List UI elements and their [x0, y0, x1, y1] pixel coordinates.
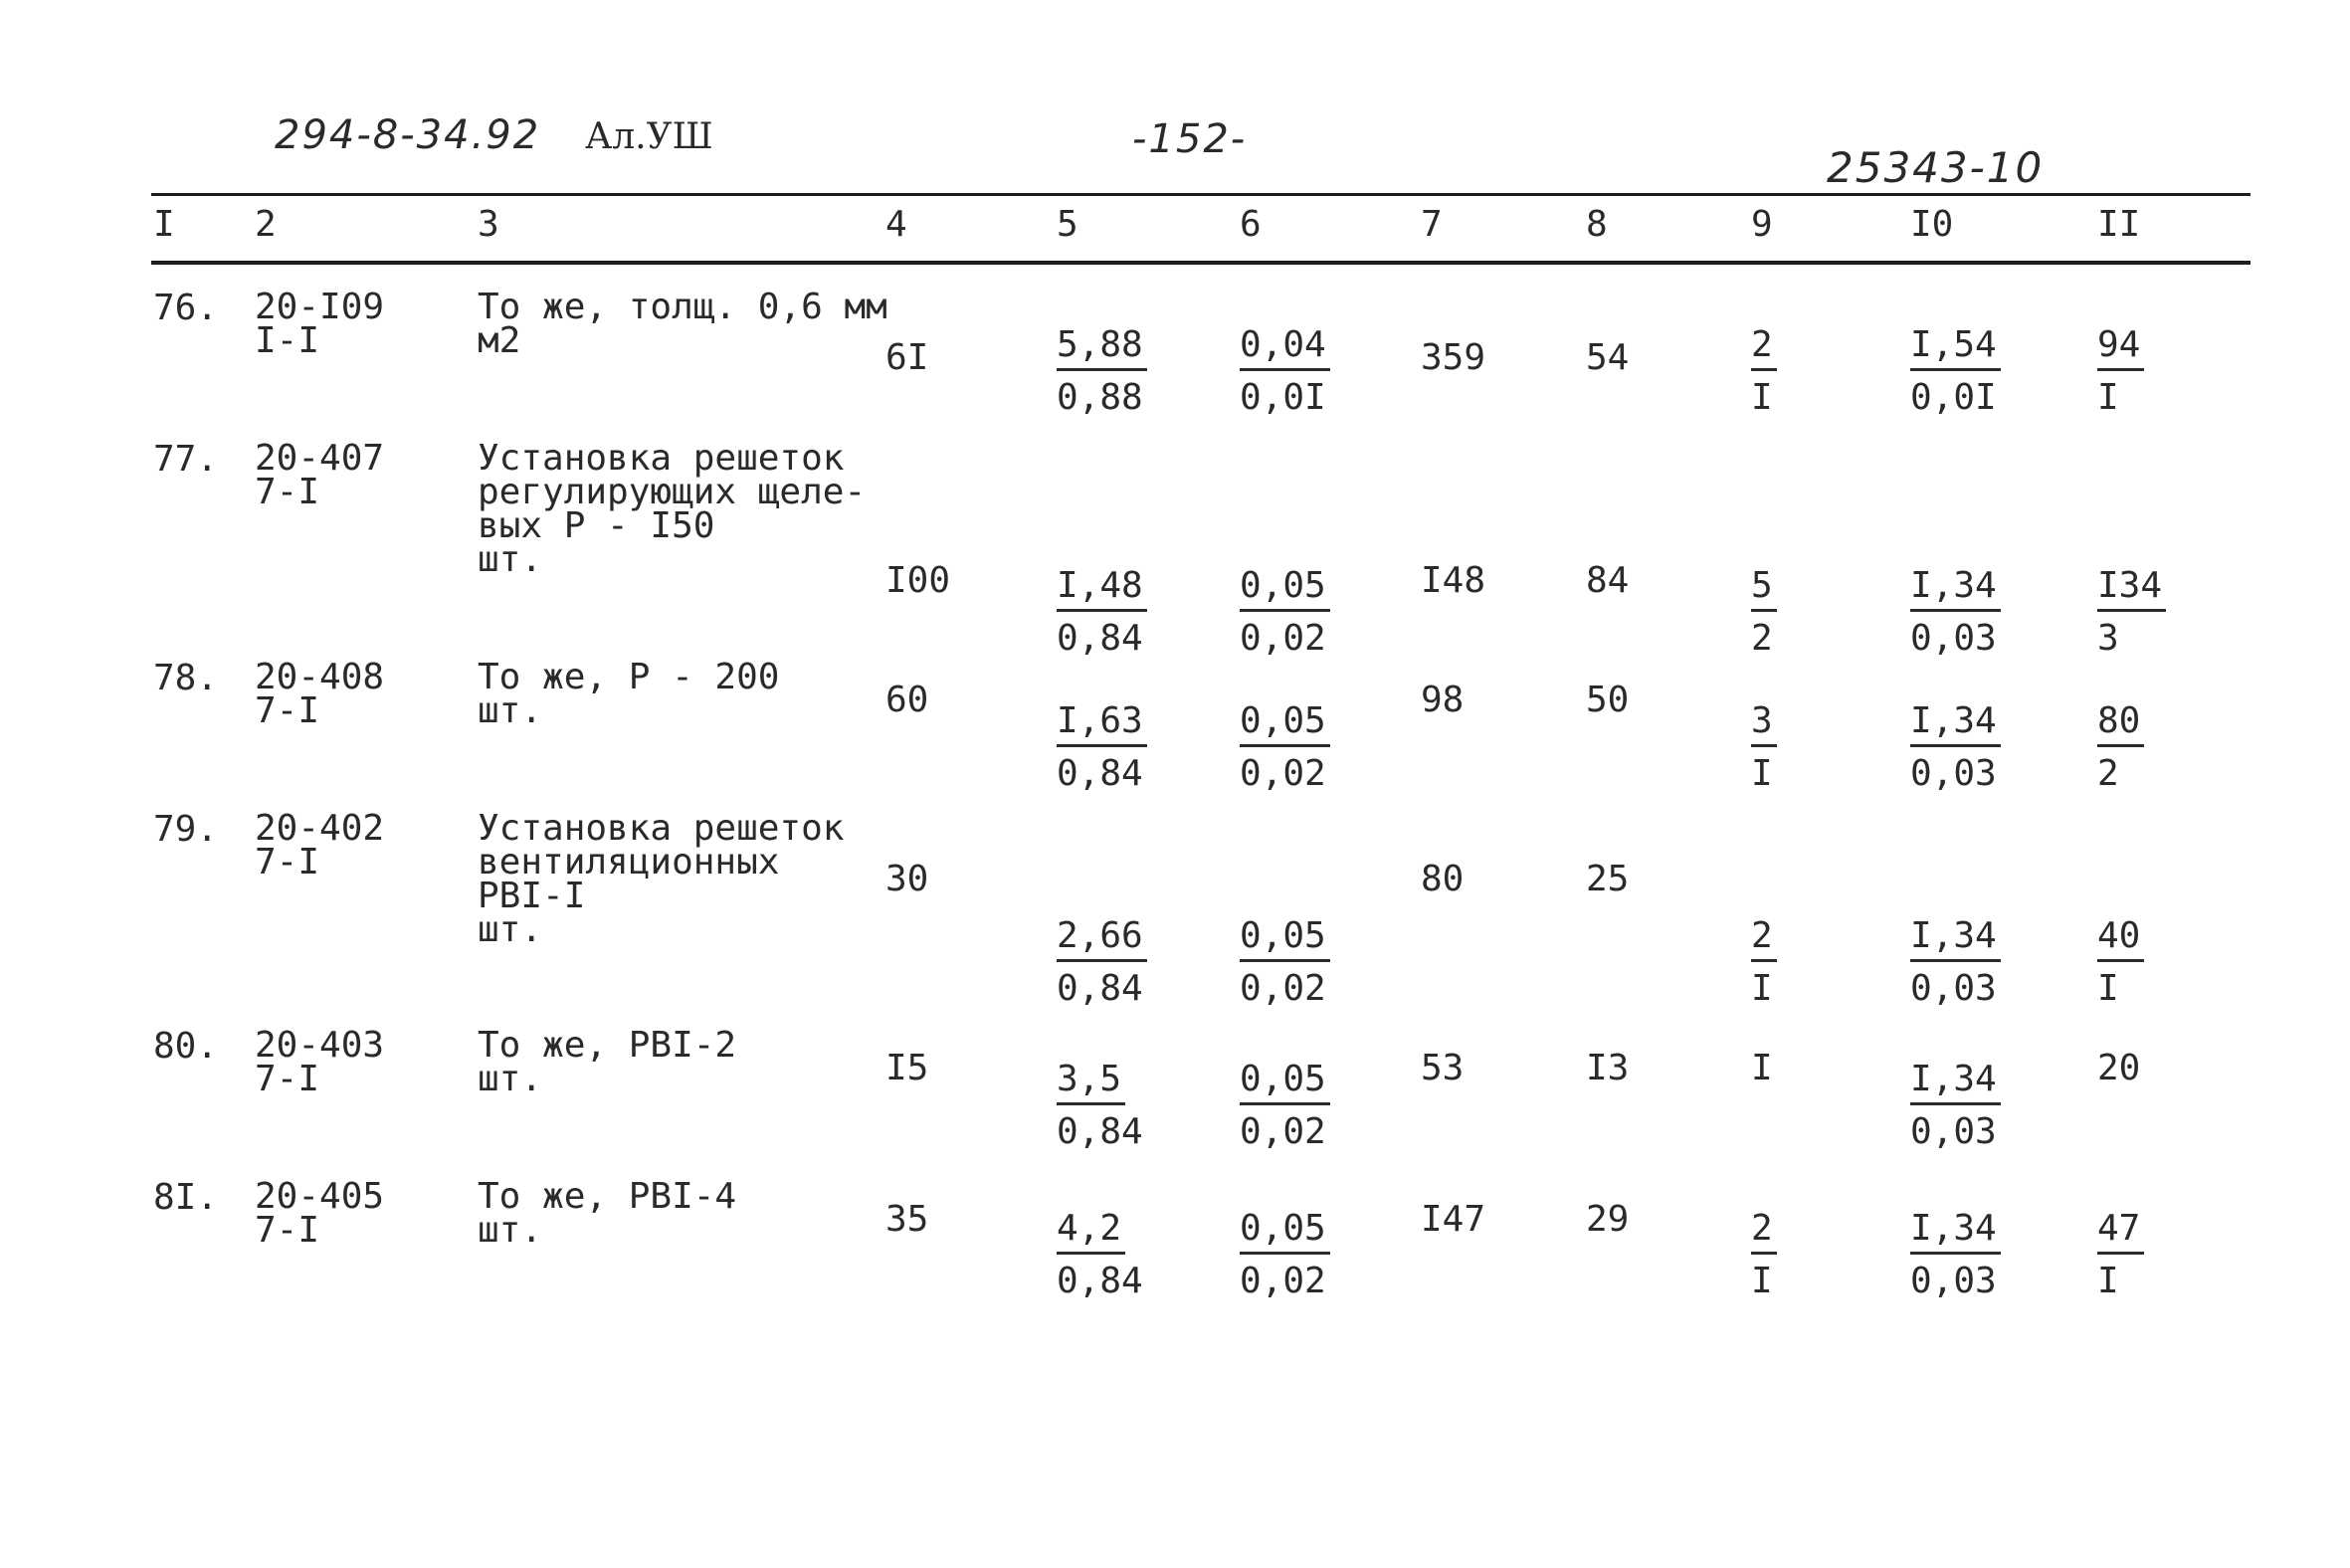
col-7-value: 98 [1421, 680, 1465, 720]
col-9-value-denominator: I [1751, 968, 1773, 1009]
rate-code-line: 20-402 [255, 808, 385, 849]
work-description [478, 1176, 737, 1251]
rate-code [255, 657, 385, 731]
quantity: I5 [885, 1048, 929, 1088]
col-5-value-denominator: 0,84 [1057, 618, 1143, 659]
col-10-value [1910, 1208, 2001, 1300]
col-9-value [1751, 1208, 1777, 1300]
col-7-value: I47 [1421, 1199, 1486, 1240]
rate-code-line: 7-I [255, 842, 320, 882]
col-6-value-denominator: 0,02 [1240, 1111, 1326, 1152]
col-7-value: 53 [1421, 1048, 1465, 1088]
col-8-value: 84 [1586, 560, 1630, 601]
col-6-value-numerator: 0,05 [1240, 1061, 1330, 1105]
col-9-value-denominator: I [1751, 377, 1773, 418]
work-description-line: шт. [478, 1210, 543, 1251]
col-8-value: 29 [1586, 1199, 1630, 1240]
column-header-7: 7 [1421, 204, 1443, 245]
row-number: 79. [153, 809, 219, 850]
col-5-value-numerator: 4,2 [1057, 1210, 1125, 1255]
page-number: -152- [1132, 116, 1248, 162]
col-9-value-numerator: 2 [1751, 917, 1777, 962]
col-9-value [1751, 700, 1777, 793]
rate-code [255, 1025, 385, 1099]
col-11-value-denominator: I [2097, 1261, 2119, 1301]
table-header-rule [151, 261, 2251, 265]
col-9-value [1751, 324, 1777, 417]
rate-code-line: 20-403 [255, 1025, 385, 1066]
col-6-value-denominator: 0,02 [1240, 618, 1326, 659]
work-description [478, 287, 887, 361]
rate-code-line: 7-I [255, 1210, 320, 1251]
col-9-value-numerator: 2 [1751, 326, 1777, 371]
archive-stamp: 25343-10 [1827, 143, 2045, 192]
col-6-value-denominator: 0,02 [1240, 753, 1326, 794]
col-8-value: 50 [1586, 680, 1630, 720]
col-10-value-denominator: 0,03 [1910, 1261, 1997, 1301]
work-description [478, 808, 845, 950]
work-description-line: То же, РВI-4 [478, 1176, 737, 1217]
col-5-value-numerator: I,63 [1057, 702, 1147, 747]
rate-code [255, 438, 385, 512]
col-5-value-numerator: 2,66 [1057, 917, 1147, 962]
work-description-line: Установка решеток [478, 808, 845, 849]
col-6-value-denominator: 0,02 [1240, 1261, 1326, 1301]
column-header-6: 6 [1240, 204, 1262, 245]
col-6-value-numerator: 0,04 [1240, 326, 1330, 371]
work-description-line: шт. [478, 539, 543, 580]
col-10-value-numerator: I,54 [1910, 326, 2001, 371]
col-5-value [1057, 1059, 1143, 1151]
rate-code [255, 1176, 385, 1251]
col-9-value [1751, 565, 1777, 658]
col-5-value [1057, 1208, 1143, 1300]
col-6-value [1240, 324, 1330, 417]
document-code: 294-8-34.92 [275, 112, 541, 158]
work-description-line: вых Р - I50 [478, 505, 715, 546]
col-5-value-numerator: 5,88 [1057, 326, 1147, 371]
col-10-value-numerator: I,34 [1910, 702, 2001, 747]
work-description-line: регулирующих щеле- [478, 472, 867, 512]
col-10-value-denominator: 0,03 [1910, 1111, 1997, 1152]
col-10-value [1910, 324, 2001, 417]
col-10-value-numerator: I,34 [1910, 1061, 2001, 1105]
row-number: 80. [153, 1026, 219, 1067]
col-11-value-numerator: 94 [2097, 326, 2144, 371]
row-number: 77. [153, 439, 219, 480]
quantity: 60 [885, 680, 929, 720]
col-5-value-numerator: 3,5 [1057, 1061, 1125, 1105]
col-6-value-numerator: 0,05 [1240, 917, 1330, 962]
col-5-value [1057, 565, 1147, 658]
work-description [478, 657, 780, 731]
col-10-value-denominator: 0,0I [1910, 377, 1997, 418]
col-6-value-numerator: 0,05 [1240, 1210, 1330, 1255]
col-10-value-denominator: 0,03 [1910, 753, 1997, 794]
rate-code-line: 20-407 [255, 438, 385, 479]
column-header-8: 8 [1586, 204, 1608, 245]
work-description-line: То же, толщ. 0,6 мм [478, 287, 887, 327]
work-description-line: шт. [478, 690, 543, 731]
table-top-rule [151, 193, 2251, 196]
col-11-value [2097, 324, 2144, 417]
col-6-value [1240, 700, 1330, 793]
col-7-value: I48 [1421, 560, 1486, 601]
col-9-value-denominator: I [1751, 1261, 1773, 1301]
col-11-value [2097, 915, 2144, 1008]
rate-code-line: 7-I [255, 472, 320, 512]
col-5-value [1057, 700, 1147, 793]
col-5-value [1057, 915, 1147, 1008]
quantity: 6I [885, 337, 929, 378]
col-6-value-denominator: 0,02 [1240, 968, 1326, 1009]
rate-code [255, 808, 385, 882]
quantity: I00 [885, 560, 951, 601]
col-8-value: I3 [1586, 1048, 1630, 1088]
col-11-value-numerator: 47 [2097, 1210, 2144, 1255]
work-description-line: РВI-I [478, 876, 586, 916]
col-9-value-numerator: 2 [1751, 1210, 1777, 1255]
column-header-2: 2 [255, 204, 277, 245]
col-10-value-denominator: 0,03 [1910, 618, 1997, 659]
col-6-value-numerator: 0,05 [1240, 567, 1330, 612]
col-9-value-denominator: 2 [1751, 618, 1773, 659]
col-10-value [1910, 565, 2001, 658]
col-11-value-denominator: 2 [2097, 753, 2119, 794]
rate-code-line: 7-I [255, 1059, 320, 1099]
col-6-value-numerator: 0,05 [1240, 702, 1330, 747]
column-header-3: 3 [478, 204, 499, 245]
col-6-value [1240, 915, 1330, 1008]
rate-code-line: 20-I09 [255, 287, 385, 327]
rate-code-line: 7-I [255, 690, 320, 731]
col-11-value [2097, 565, 2166, 658]
col-11-value [2097, 700, 2144, 793]
col-11-value-denominator: I [2097, 968, 2119, 1009]
row-number: 8I. [153, 1177, 219, 1218]
col-5-value-denominator: 0,88 [1057, 377, 1143, 418]
rate-code-line: 20-405 [255, 1176, 385, 1217]
rate-code-line: 20-408 [255, 657, 385, 697]
col-6-value [1240, 1208, 1330, 1300]
work-description-line: шт. [478, 909, 543, 950]
col-8-value: 54 [1586, 337, 1630, 378]
col-6-value [1240, 1059, 1330, 1151]
col-5-value [1057, 324, 1147, 417]
row-number: 76. [153, 288, 219, 328]
column-header-9: 9 [1751, 204, 1773, 245]
work-description-line: вентиляционных [478, 842, 780, 882]
col-9-value: I [1751, 1048, 1773, 1088]
work-description [478, 438, 867, 580]
column-header-4: 4 [885, 204, 907, 245]
col-7-value: 359 [1421, 337, 1486, 378]
col-10-value [1910, 915, 2001, 1008]
col-5-value-denominator: 0,84 [1057, 968, 1143, 1009]
col-8-value: 25 [1586, 859, 1630, 899]
col-9-value-numerator: 5 [1751, 567, 1777, 612]
work-description-line: шт. [478, 1059, 543, 1099]
col-9-value-denominator: I [1751, 753, 1773, 794]
col-10-value-denominator: 0,03 [1910, 968, 1997, 1009]
row-number: 78. [153, 658, 219, 698]
col-11-value [2097, 1208, 2144, 1300]
col-9-value [1751, 915, 1777, 1008]
col-5-value-numerator: I,48 [1057, 567, 1147, 612]
col-11-value-denominator: 3 [2097, 618, 2119, 659]
col-5-value-denominator: 0,84 [1057, 753, 1143, 794]
work-description [478, 1025, 737, 1099]
column-header-10: I0 [1910, 204, 1954, 245]
column-header-11: II [2097, 204, 2141, 245]
col-10-value-numerator: I,34 [1910, 917, 2001, 962]
col-10-value [1910, 1059, 2001, 1151]
column-header-1: I [153, 204, 175, 245]
col-11-value-denominator: I [2097, 377, 2119, 418]
col-11-value-numerator: I34 [2097, 567, 2166, 612]
col-7-value: 80 [1421, 859, 1465, 899]
rate-code [255, 287, 385, 361]
quantity: 30 [885, 859, 929, 899]
col-6-value-denominator: 0,0I [1240, 377, 1326, 418]
col-11-value: 20 [2097, 1048, 2141, 1088]
col-11-value-numerator: 80 [2097, 702, 2144, 747]
col-9-value-numerator: 3 [1751, 702, 1777, 747]
work-description-line: м2 [478, 320, 521, 361]
album-number: Ал.УШ [585, 116, 713, 157]
rate-code-line: I-I [255, 320, 320, 361]
column-header-5: 5 [1057, 204, 1078, 245]
col-10-value [1910, 700, 2001, 793]
col-6-value [1240, 565, 1330, 658]
quantity: 35 [885, 1199, 929, 1240]
col-5-value-denominator: 0,84 [1057, 1111, 1143, 1152]
col-11-value-numerator: 40 [2097, 917, 2144, 962]
work-description-line: То же, Р - 200 [478, 657, 780, 697]
work-description-line: То же, РВI-2 [478, 1025, 737, 1066]
col-10-value-numerator: I,34 [1910, 567, 2001, 612]
col-5-value-denominator: 0,84 [1057, 1261, 1143, 1301]
col-10-value-numerator: I,34 [1910, 1210, 2001, 1255]
work-description-line: Установка решеток [478, 438, 845, 479]
